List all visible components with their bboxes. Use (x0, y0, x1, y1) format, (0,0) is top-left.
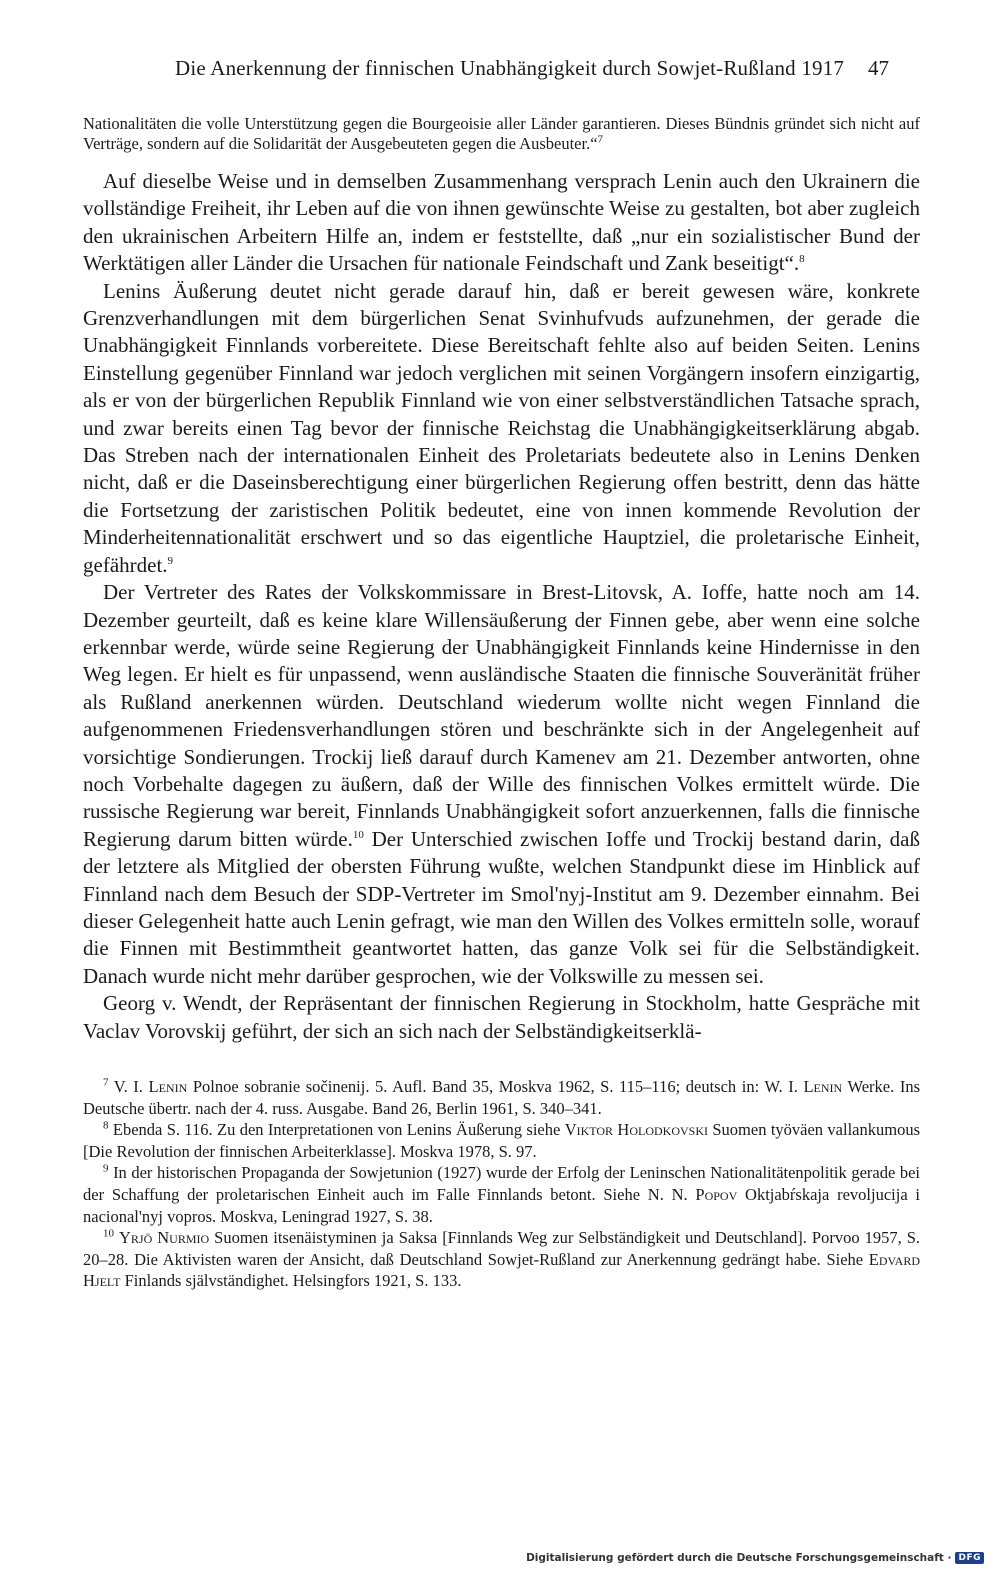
dfg-logo: DFG (955, 1552, 984, 1564)
footnote-text: Polnoe sobranie sočinenij. 5. Aufl. Band 35, Moskva 1962, S. 115–116; deutsch in: W. I. (187, 1077, 804, 1096)
paragraph (83, 990, 920, 1045)
footnote-ref: 10 (352, 828, 364, 841)
paragraph (83, 278, 920, 579)
footnote-number: 8 (103, 1119, 109, 1132)
quote-text: Nationalitäten die volle Unterstützung gegen die Bourgeoisie aller Länder garantieren. Dieses Bündnis gründet sich nicht auf Verträge, sondern auf die Solidarität der Ausgebeuteten gegen die Ausbeuter. (83, 114, 920, 153)
quote-block (83, 114, 920, 154)
footnote-text: In der historischen Propaganda der Sowjetunion (1927) wurde der Erfolg der Leninschen Nationalitätenpolitik gerade bei der Schaffung der proletarischen Einheit auch im Falle Finnlands betont. Siehe N. N. (83, 1163, 921, 1204)
footnote-number: 7 (103, 1076, 109, 1089)
footnote-text: Oktjabŕskaja revoljucija i nacional'nyj vopros. Moskva, Leningrad 1927, S. 38. (83, 1184, 920, 1226)
footnote-author: Lenin (803, 1077, 843, 1096)
footnote-text: Suomen työväen vallankumous [Die Revolution der finnischen Arbeiterklasse]. Moskva 1978, S. 97. (83, 1120, 920, 1161)
paragraph-text: Der Vertreter des Rates der Volkskommissare in Brest-Litovsk, A. Ioffe, hatte noch am 14. Dezember geurteilt, daß es keine klare Willensäußerung der Finnen gebe, aber wenn eine solche erkennbar werde, würde seine Regierung der Unabhängigkeit Finnlands keine Hindernisse in den Weg legen. Er hielt es für unpassend, wenn ausländische Staaten die finnische Souveränität früher als Rußland anerkennen würden. Deutschland wiederum wollte nicht wegen Finnland die aufgenommenen Friedensverhandlungen stören und beschränkte sich in der Angelegenheit auf vorsichtige Sondierungen. Trockij ließ darauf durch Kamenev am 21. Dezember antworten, ohne noch Vorbehalte dagegen zu äußern, daß der Wille des finnischen Volkes ermittelt würde. Die russische Regierung war bereit, Finnlands Unabhängigkeit sofort anzuerkennen, falls die finnische Regierung darum bitten würde. (83, 580, 920, 851)
footnote-author: Yrjö Nurmio (119, 1228, 210, 1248)
paragraph (83, 168, 920, 278)
footnote (83, 1227, 920, 1292)
page-number: 47 (868, 56, 889, 80)
running-title: Die Anerkennung der finnischen Unabhängigkeit durch Sowjet-Rußland 1917 (175, 56, 845, 80)
footnote-author: Lenin (148, 1077, 188, 1096)
paragraph (83, 579, 920, 990)
footnote-text: Werke. Ins Deutsche übertr. nach der 4. russ. Ausgabe. Band 26, Berlin 1961, S. 340–341. (83, 1077, 921, 1118)
footnote (83, 1076, 920, 1119)
paragraph-text: Auf dieselbe Weise und in demselben Zusammenhang versprach Lenin auch den Ukrainern die vollständige Freiheit, ihr Leben auf die von ihnen gewünschte Weise zu gestalten, bot aber zugleich den ukrainischen Arbeitern Hilfe an, indem er feststellte, daß „nur ein sozialistischer Bund der Werktätigen aller Länder die Ursachen für nationale Feindschaft und Zank beseitigt“. (83, 169, 920, 276)
quote-paragraph: Nationalitäten die volle Unterstützung gegen die Bourgeoisie aller Länder garantieren. Dieses Bündnis gründet sich nicht auf Verträge, sondern auf die Solidarität der Ausgebeuteten gegen die Ausbeuter.“$^7$ (83, 114, 920, 153)
footer (526, 1548, 984, 1568)
footnotes (83, 1076, 920, 1292)
footnote-ref: 9 (167, 554, 174, 567)
footnote-ref: 8 (799, 253, 805, 266)
footnote-text: Ebenda S. 116. Zu den Interpretationen von Lenins Äußerung siehe (112, 1120, 565, 1140)
footnote-author: Viktor Holodkovski (564, 1120, 708, 1140)
main-text (83, 168, 920, 1045)
paragraph-text: Georg v. Wendt, der Repräsentant der finnischen Regierung in Stockholm, hatte Gespräche mit Vaclav Vorovskij geführt, der sich an sich nach der Selbständigkeitserklä- (83, 991, 920, 1043)
footnote-author: Popov (695, 1184, 738, 1204)
footnote-ref: 7 (597, 133, 604, 146)
footnote (83, 1119, 920, 1162)
footer-text: Digitalisierung gefördert durch die Deutsche Forschungsgemeinschaft · (526, 1552, 952, 1564)
footnote-number: 9 (103, 1162, 109, 1175)
footnote-number: 10 (103, 1227, 114, 1240)
paragraph-text: Lenins Äußerung deutet nicht gerade darauf hin, daß er bereit gewesen wäre, konkrete Grenzverhandlungen mit dem bürgerlichen Senat Svinhufvuds aufzunehmen, der gerade die Unabhängigkeit Finnlands vorbereitete. Diese Bereitschaft fehlte also auf beiden Seiten. Lenins Einstellung gegenüber Finnland war jedoch verglichen mit seinen Vorgängern insofern einzigartig, als er von der bürgerlichen Republik Finnland wie von einer selbstverständlichen Tatsache sprach, und zwar bereits einen Tag bevor der finnische Reichstag die Unabhängigkeitserklärung abgab. Das Streben nach der internationalen Einheit des Proletariats bedeutete also in Lenins Denken nicht, daß er die Daseinsberechtigung einer bürgerlichen Regierung offen bestritt, denn das hätte die Fortsetzung der zaristischen Politik bedeutet, eine von innen kommende Revolution der Minderheitennationalität erschwert und so das eigentliche Hauptziel, die proletarische Einheit, gefährdet. (83, 278, 920, 577)
footnote-text: Suomen itsenäistyminen ja Saksa [Finnlands Weg zur Selbständigkeit und Deutschland]. Porvoo 1957, S. 20–28. Die Aktivisten waren der Ansicht, daß Deutschland Sowjet-Rußland zur Anerkennung gedrängt habe. Siehe (83, 1228, 920, 1269)
footnote-author: Edvard Hjelt (83, 1249, 920, 1291)
footnote-text: V. I. (113, 1077, 149, 1096)
footnote-text: Finlands självständighet. Helsingfors 1921, S. 133. (120, 1271, 462, 1291)
paragraph-text: Der Unterschied zwischen Ioffe und Trockij bestand darin, daß der letztere als Mitglied der obersten Führung wußte, welchen Standpunkt diese im Hinblick auf Finnland nach dem Besuch der SDP-Vertreter im Smol'nyj-Institut am 9. Dezember einnahm. Bei dieser Gelegenheit hatte auch Lenin gefragt, wie man den Willen des Volkes ermitteln solle, worauf die Finnen mit Bestimmtheit geantwortet hatten, das ganze Volk sei für die Selbständigkeit. Danach wurde nicht mehr darüber gesprochen, wie der Volkswille zu messen sei. (83, 826, 921, 988)
footnote (83, 1162, 920, 1227)
